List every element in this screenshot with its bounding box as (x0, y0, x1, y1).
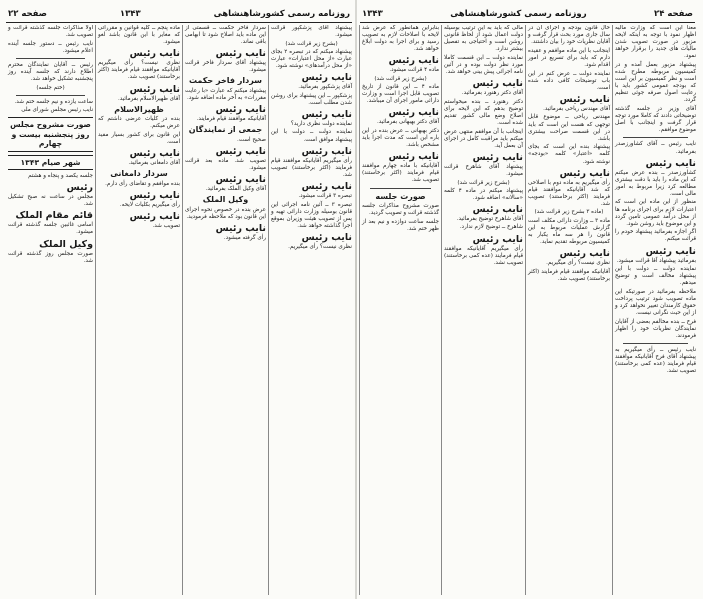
col-right-2 (525, 25, 612, 595)
left-page-date: ۱۳۴۳ (119, 9, 141, 19)
paragraph: تبصره ۳ قرائت میشود. (298, 192, 352, 199)
paragraph: پیشنهاد آقای پزشکپور قرائت میشود. (271, 25, 352, 39)
paragraph: پیشنهاد میکنم که عبارت «با رعایت مقررات» به آخر ماده اضافه شود. (185, 87, 266, 102)
right-page-date: ۱۳۴۳ (362, 9, 383, 19)
paragraph: آقای ظهیرالاسلام بفرمائید. (117, 95, 180, 102)
right-page-header (360, 6, 695, 23)
speaker-name: نایب رئیس (301, 145, 352, 157)
paragraph: رأی میگیریم به ماده دوم با اصلاحی که شد آقایانیکه موافقند قیام فرمایند (اکثر برخاستند) تصویب شد. (528, 179, 610, 207)
paragraph: آقای دامغانی بفرمائید. (128, 160, 180, 167)
subheading: سردار دامغانی (110, 169, 168, 179)
paragraph: مجلس در ساعت نه صبح تشکیل شد. (8, 194, 93, 208)
paragraph: آقای دکتر بهبهانی بفرمائید. (376, 119, 439, 126)
speaker-name: نایب رئیس (301, 72, 352, 84)
paragraph: پیشنهاد مزبور بعمل آمده و در کمیسیون مربوطه مطرح شده است و نظر کمیسیون بر این است که بودجه عمومی کشور باید با رعایت اصول صرفه جوئی تنظیم گردد. (615, 61, 696, 104)
subheading: سردار فاخر حکمت (188, 76, 263, 86)
subheading: جمعی از نمایندگان (188, 125, 263, 135)
paragraph: بنده در کلیات عرضی داشتم که عرض میکنم. (98, 116, 180, 130)
paragraph: دکتر بهبهانی ــ عرض بنده در این باره این است که مدت اجرا باید مشخص باشد. (362, 127, 439, 149)
column-rule (623, 137, 688, 138)
paragraph: عرض بنده در خصوص نحوه اجرای این قانون بود که ملاحظه فرمودید. (185, 206, 266, 220)
speaker-name: نایب رئیس (215, 145, 266, 157)
paragraph: کشاورزصدر ــ بنده عرض میکنم که این ماده را باید با دقت بیشتری مطالعه کرد زیرا مربوط به امور مالی است. (615, 169, 696, 197)
paragraph: پزشکپور ــ این پیشنهاد برای روشن شدن مطلب است. (271, 92, 352, 106)
paragraph: اولا مذاکرات جلسه گذشته قرائت و تصویب شد. (8, 25, 93, 39)
col-left-4 (6, 25, 95, 595)
speaker-name: نایب رئیس (388, 107, 439, 119)
paragraph: رأی گرفته میشود. (223, 234, 266, 241)
speaker-name: نایب رئیس (472, 233, 523, 245)
left-page-header (6, 6, 352, 23)
paragraph: آقای شاهرخ توضیح بفرمائید. (456, 215, 523, 222)
col-right-1 (612, 25, 698, 595)
paragraph: این قانون برای کشور بسیار مفید است. (98, 131, 180, 145)
speaker-name: نایب رئیس (388, 151, 439, 163)
speaker-name: نایب رئیس (215, 222, 266, 234)
speaker-name: قائم مقام الملک (15, 210, 93, 222)
paragraph: حال قانون بودجه و اجرای آن در سال جاری مورد بحث قرار گرفت و آقایان نظریات خود را بیان داشتند. (528, 25, 610, 46)
paragraph: رأی میگیریم بکلیات لایحه. (119, 201, 180, 208)
left-page-number: صفحه ۲۲ (8, 9, 47, 19)
session-header-box: صورت مشروح مجلس روز پنجشنبه بیست و چهارم (8, 117, 93, 151)
subheading: ظهیرالاسلام (114, 104, 164, 114)
paragraph: فرخ ــ بنده مخالفم بعضی از آقایان نمایندگان نظریات خود را اظهار فرمودند. (615, 318, 696, 339)
paragraph: نماینده دولت نظری دارید؟ (290, 120, 352, 127)
speaker-name: نایب رئیس (472, 203, 523, 215)
paragraph: رأی میگیریم آقایانیکه موافقند قیام فرمایند (عده کمی برخاستند) تصویب نشد. (444, 245, 523, 266)
paragraph: تصویب شد. ماده بعد قرائت میشود. (185, 157, 266, 171)
paragraph: رئیس ــ آقایان نمایندگان محترم اطلاع دارند که جلسه آینده روز پنجشنبه تشکیل خواهد شد. (8, 61, 93, 83)
session-header-box: شهر صیام ۱۳۴۳ (8, 155, 93, 170)
speaker-name: نایب رئیس (472, 151, 523, 163)
paragraph: نماینده دولت ــ این قسمت کاملا مورد نظر دولت بوده و در آئین نامه اجرائی پیش بینی خواهد شد. (444, 54, 523, 76)
paragraph: آقای مهندس ریاحی بفرمائید. (543, 105, 610, 112)
paragraph: آقای دکتر رهنورد بفرمائید. (461, 90, 523, 97)
paragraph: صورت مشروح مذاکرات جلسه گذشته قرائت و تصویب گردید. (362, 203, 439, 217)
column-rule (16, 95, 85, 96)
paragraph: پیشنهاد آقای سردار فاخر قرائت میشود. (185, 60, 266, 74)
paragraph: اینجانب با آن موافقم منتهی عرض میکنم باید مراقبت کامل در اجرای آن بعمل آید. (444, 128, 523, 149)
paragraph: نایب رئیس ــ آقای کشاورزصدر بفرمائید. (615, 141, 696, 155)
col-left-1 (268, 25, 354, 595)
left-page-newspaper-title: روزنامه رسمی کشورشاهنشاهی (213, 9, 350, 19)
column-rule (16, 58, 85, 59)
speaker-name: نایب رئیس (559, 247, 610, 259)
procedural-note: (بشرح زیر قرائت شد) (374, 75, 427, 82)
col-right-4 (359, 25, 441, 595)
paragraph: ملاحظه بفرمائید در صورتیکه این ماده تصویب شود ترتیب پرداخت حقوق کارمندان تغییر نخواهد کرد و از این حیث نگرانی نیست. (615, 288, 696, 317)
paragraph: تبصره ۳ ــ آئین نامه اجرائی این قانون بوسیله وزارت دارائی تهیه و پس از تصویب هیئت وزیران بموقع اجرا گذاشته خواهد شد. (271, 201, 352, 229)
paragraph: ماده پنجم ــ کلیه قوانین و مقرراتی که مغایر با این قانون باشد لغو میشود. (98, 25, 180, 46)
paragraph: نایب رئیس مجلس شورای ملی (21, 107, 93, 114)
speaker-name: نایب رئیس (645, 157, 696, 169)
speaker-name: رئیس (66, 182, 93, 194)
subheading: صورت جلسه (375, 191, 426, 201)
paragraph: بنده موافقم و تقاضای رأی دارم. (105, 180, 180, 187)
paragraph: منظور از این ماده این است که اعتبارات لازم برای اجرای برنامه ها از محل درآمد عمومی تامین گردد و این موضوع باید روشن شود. (615, 199, 696, 227)
speaker-name: نایب رئیس (129, 83, 180, 95)
col-right-3 (441, 25, 525, 595)
speaker-name: نایب رئیس (301, 180, 352, 192)
column-rule (623, 343, 688, 344)
speaker-name: نایب رئیس (215, 104, 266, 116)
paragraph: اینجانب با این ماده موافقم و عقیده دارم که باید برای تسریع در امور اقدام شود. (528, 47, 610, 68)
paragraph: پیشنهاد بنده این است که بجای کلمه «اعتبار» کلمه «بودجه» نوشته شود. (528, 144, 610, 165)
paragraph: نماینده دولت ــ عرض کنم در این باب توضیحات کافی داده شده است. (528, 70, 610, 91)
paragraph: ماده ۴ قرائت میشود. (389, 67, 439, 74)
speaker-name: نایب رئیس (301, 108, 352, 120)
paragraph: شاهرخ ــ توضیح لازم ندارد. (459, 224, 523, 231)
paragraph: اسامی غائبین جلسه گذشته قرائت میشود. (8, 222, 93, 236)
paragraph: جلسه یکصد و پنجاه و هشتم (28, 173, 93, 180)
paragraph: نماینده دولت ــ دولت با این پیشنهاد موافق است. (271, 129, 352, 143)
paragraph: ماده ۳ ــ وزارت دارائی مکلف است گزارش عملیات مربوط به این قانون را هر سه ماه یکبار به کمیسیون مربوطه تقدیم نماید. (528, 217, 610, 245)
paragraph: بفرمائید پیشنهاد آقا قرائت میشود. (616, 257, 696, 264)
column-rule (370, 188, 431, 189)
paragraph: مهندس ریاحی ــ موضوع قابل توجهی که هست این است که باید در این قسمت صراحت بیشتری باشد. (528, 114, 610, 142)
paragraph: رأی میگیریم آقایانیکه موافقند قیام فرمایند (اکثر برخاستند) تصویب شد. (271, 157, 352, 178)
paragraph: معنا این است که وزارت مالیه اظهار نمود با توجه به اینکه لایحه مزبور در صورت تصویب شدن مالیات های جدید را برقرار خواهد نمود. (615, 25, 696, 60)
procedural-note: (ختم جلسه) (36, 84, 65, 91)
paragraph: پیشنهاد میکنم در ماده ۴ کلمه «سالانه» اضافه شود. (444, 187, 524, 201)
speaker-name: نایب رئیس (215, 48, 266, 60)
paragraph: تصویب شد. (152, 222, 180, 229)
speaker-name: نایب رئیس (129, 210, 180, 222)
paragraph: نایب رئیس ــ رأی میگیریم به پیشنهاد آقای فرخ آقایانیکه موافقند قیام فرمایند (عده کمی برخاستند) تصویب نشد. (615, 347, 696, 375)
paragraph: پیشنهاد میکنم که در تبصره ۲ بجای عبارت «از محل اعتبارات» عبارت «از محل درآمدهای» نوشته شود. (271, 48, 352, 69)
paragraph: آقایانیکه با ماده چهارم موافقند قیام فرمایند (اکثر برخاستند) تصویب شد. (362, 163, 439, 184)
paragraph: جلسه ساعت دوازده و نیم بعد از ظهر ختم شد. (362, 218, 439, 232)
paragraph: دکتر رهنورد ــ بنده میخواستم توضیح بدهم که این لایحه برای اصلاح وضع مالی کشور تقدیم شده است. (444, 98, 523, 127)
subheading: وکیل الملک (202, 195, 249, 205)
paragraph: مالی که باید به این ترتیب بوسیله دولت اعمال شود از لحاظ قانونی روشن است و احتیاجی به تفصیل بیشتر ندارد. (444, 25, 523, 53)
paragraph: اگر اجازه بفرمائید پیشنهاد خودم را قرائت میکنم. (615, 229, 696, 243)
col-left-2 (182, 25, 268, 595)
paragraph: نماینده دولت ــ دولت با این پیشنهاد مخالف است و توضیح میدهم. (615, 266, 696, 287)
speaker-name: نایب رئیس (472, 78, 523, 90)
speaker-name: نایب رئیس (388, 55, 439, 67)
paragraph: ماده ۴ ــ این قانون از تاریخ تصویب قابل اجرا است و وزارت دارائی مامور اجرای آن میباشد. (362, 84, 440, 105)
paragraph: آقای وزیر در جلسه گذشته توضیحاتی دادند که کاملا مورد توجه قرار گرفت و اینجانب با اصل موضوع موافقم. (615, 106, 696, 134)
right-page-number: صفحه ۲۴ (654, 9, 693, 19)
speaker-name: نایب رئیس (129, 189, 180, 201)
speaker-name: نایب رئیس (301, 231, 352, 243)
paragraph: صورت مجلس روز گذشته قرائت شد. (8, 250, 93, 264)
speaker-name: وکیل الملک (39, 238, 93, 250)
speaker-name: نایب رئیس (215, 174, 266, 186)
paragraph: آقایانیکه موافقند قیام فرمایند (اکثر برخاستند) تصویب شد. (528, 268, 610, 282)
paragraph: پیشنهاد آقای شاهرخ قرائت میشود. (444, 163, 523, 177)
right-page-newspaper-title: روزنامه رسمی کشورشاهنشاهی (450, 9, 587, 19)
speaker-name: نایب رئیس (129, 148, 180, 160)
paragraph: آقای وکیل الملک بفرمائید. (205, 186, 266, 193)
paragraph: ساعت یازده و نیم جلسه ختم شد. (14, 98, 93, 105)
paragraph: نظری نیست؟ رأی میگیریم. (546, 259, 610, 266)
procedural-note: (بشرح زیر قرائت شد) (457, 179, 510, 186)
procedural-note: (بشرح زیر قرائت شد) (285, 40, 338, 47)
speaker-name: نایب رئیس (129, 48, 180, 60)
procedural-note: (ماده ۳ بشرح زیر قرائت شد) (534, 209, 604, 216)
paragraph: آقای پزشکپور بفرمائید. (298, 84, 352, 91)
paragraph: نظری نیست؟ رأی میگیریم. (288, 243, 352, 250)
paragraph: بنابراین همانطور که عرض شد لایحه با اصلاحات لازم به تصویب رسید و برای اجرا به دولت ابلاغ خواهد شد. (362, 25, 439, 53)
paragraph: صحیح است. (237, 136, 266, 143)
page-gutter (355, 0, 357, 599)
paragraph: نایب رئیس ــ دستور جلسه آینده اعلام میشود. (8, 40, 93, 54)
speaker-name: نایب رئیس (645, 245, 696, 257)
paragraph: آقایانیکه موافقند قیام فرمایند. (196, 116, 266, 123)
col-left-3 (95, 25, 182, 595)
paragraph: سردار فاخر حکمت ــ قسمتی از این ماده باید اصلاح شود تا ابهامی باقی نماند. (185, 25, 266, 46)
speaker-name: نایب رئیس (559, 93, 610, 105)
paragraph: نظری نیست؟ رأی میگیریم آقایانیکه موافقند قیام فرمایند (اکثر برخاستند) تصویب شد. (98, 60, 180, 81)
speaker-name: نایب رئیس (559, 167, 610, 179)
